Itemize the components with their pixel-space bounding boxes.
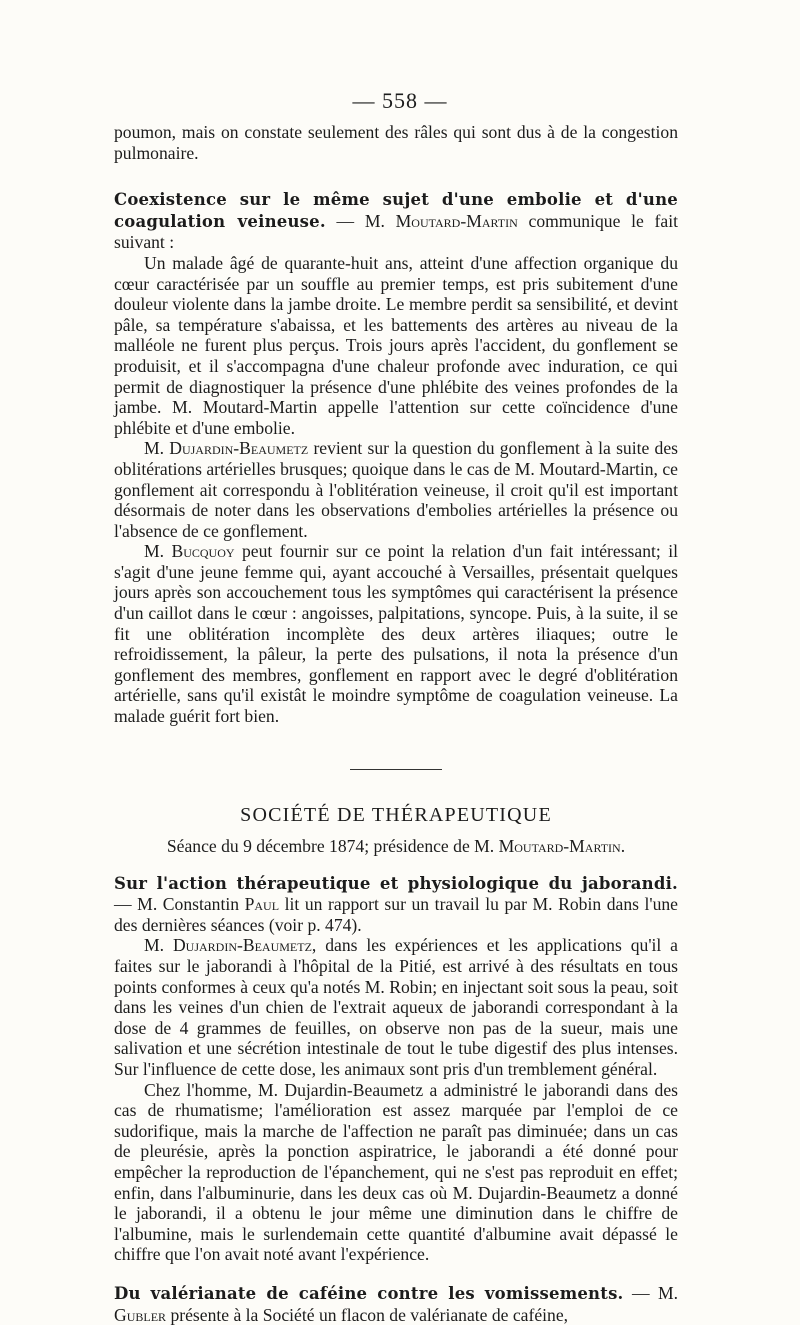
jaborandi-exp-intro: M. <box>144 935 173 956</box>
jaborandi-paragraph <box>114 873 678 936</box>
valerianate-dash: — <box>623 1282 658 1303</box>
valerianate-intro: M. <box>657 1282 679 1303</box>
seance-end: . <box>620 835 626 856</box>
valerianate-author: Gubler <box>114 1304 167 1325</box>
coexistence-heading: Coexistence sur le même sujet d'une embolie et d'une coagulation veineuse. <box>114 190 678 231</box>
valerianate-text: présente à la Société un flacon de valérianate de caféine, <box>166 1304 569 1325</box>
valerianate-heading: Du valérianate de caféine contre les vomissements. <box>114 1283 624 1303</box>
jaborandi-exp-author: Dujardin-Beaumetz <box>172 935 312 956</box>
page-number: — 558 — <box>352 88 448 113</box>
page-content <box>114 122 678 1325</box>
coexistence-case-paragraph: Un malade âgé de quarante-huit ans, atteint d'une affection organique du cœur caractérisée par un souffle au premier temps, est pris subitement d'une douleur violente dans la jambe droite. Le membre perdit sa sensibilité, et devint pâle, sa température s'abaissa, et les battements des artères au niveau de la malléole ne furent plus perçus. Trois jours après l'accident, du gonflement se produisit, et il s'accompagna d'une chaleur profonde avec induration, ce qui permit de diagnostiquer la présence d'une phlébite des veines profondes de la jambe. M. Moutard-Martin appelle l'attention sur cette coïncidence d'une phlébite et d'une embolie. <box>114 252 678 438</box>
dujardin-paragraph <box>114 438 678 541</box>
dujardin-text: revient sur la question du gonflement à la suite des oblitérations artérielles brusques; quoique dans le cas de M. Moutard-Martin, ce gonflement ait correspondu à l'oblitération veineuse, il croit qu'il est important désormais de noter dans les observations d'embolies artérielles la présence ou l'absence de ce gonflement. <box>114 438 678 541</box>
seance-author: Moutard-Martin <box>498 835 621 856</box>
coexistence-author: Moutard-Martin <box>395 210 518 231</box>
society-title: SOCIÉTÉ DE THÉRAPEUTIQUE <box>240 803 552 826</box>
continued-paragraph: poumon, mais on constate seulement des râles qui sont dus à de la congestion pulmonaire. <box>114 122 678 163</box>
jaborandi-intro-rest: lit un rapport sur un travail lu par M. Robin dans l'une des dernières séances (voir p. 474). <box>114 894 678 935</box>
dujardin-intro: M. <box>144 438 170 459</box>
bucquoy-paragraph <box>114 541 678 726</box>
valerianate-paragraph <box>114 1283 678 1325</box>
bucquoy-intro: M. <box>144 541 172 562</box>
jaborandi-human-paragraph: Chez l'homme, M. Dujardin-Beaumetz a administré le jaborandi dans des cas de rhumatisme; l'amélioration est assez marquée par l'emploi de ce sudorifique, mais la marche de l'affection ne paraît pas diminuée; dans un cas de pleurésie, après la ponction aspiratrice, le jaborandi a été donné pour empêcher la reproduction de l'épanchement, qui ne s'est pas reproduit en effet; enfin, dans l'albuminurie, dans les deux cas où M. Dujardin-Beaumetz a donné le jaborandi, il a obtenu le jour même une diminution dans le chiffre de l'albumine, mais le surlendemain cette quantité d'albumine avait dépassé le chiffre que l'on avait noté avant l'expérience. <box>114 1079 678 1265</box>
bucquoy-text: peut fournir sur ce point la relation d'un fait intéressant; il s'agit d'une jeune femme qui, ayant accouché à Versailles, présentait quelques jours après son accouchement tous les symptômes qui caractérisent la présence d'un caillot dans le cœur : angoisses, palpitations, syncope. Puis, à la suite, il se fit une oblitération incomplète des deux artères iliaques; outre le refroidissement, la pâleur, la perte des pulsations, il nota la présence d'un gonflement des membres, gonflement en rapport avec le degré d'oblitération artérielle, sans qu'il existât le moindre symptôme de coagulation veineuse. La malade guérit fort bien. <box>114 541 678 727</box>
jaborandi-exp-text: , dans les expériences et les applications qu'il a faites sur le jaborandi à l'hôpital de la Pitié, est arrivé à des résultats en tous points conformes à ceux qu'a notés M. Robin; en injectant soit sous la peau, soit dans les veines d'un chien de l'extrait aqueux de jaborandi correspondant à la dose de 4 grammes de feuilles, on observe non pas de la sueur, mais une salivation et une sécrétion intestinale de tout le tube digestif des plus intenses. Sur l'influence de cette dose, les animaux sont pris d'un tremblement général. <box>114 935 678 1079</box>
jaborandi-heading: Sur l'action thérapeutique et physiologique du jaborandi. <box>114 873 678 893</box>
jaborandi-experiments-paragraph <box>114 935 678 1079</box>
jaborandi-intro: — M. Constantin <box>114 894 245 915</box>
dujardin-author: Dujardin-Beaumetz <box>169 438 309 459</box>
coexistence-intro: — M. <box>325 210 396 231</box>
jaborandi-author: Paul <box>244 894 280 915</box>
seance-line <box>114 835 678 857</box>
coexistence-after-author: communique le fait suivant : <box>114 210 678 253</box>
coexistence-paragraph <box>114 189 678 253</box>
section-divider <box>350 769 442 770</box>
seance-text: Séance du 9 décembre 1874; présidence de M. <box>166 835 499 856</box>
bucquoy-author: Bucquoy <box>171 541 235 562</box>
